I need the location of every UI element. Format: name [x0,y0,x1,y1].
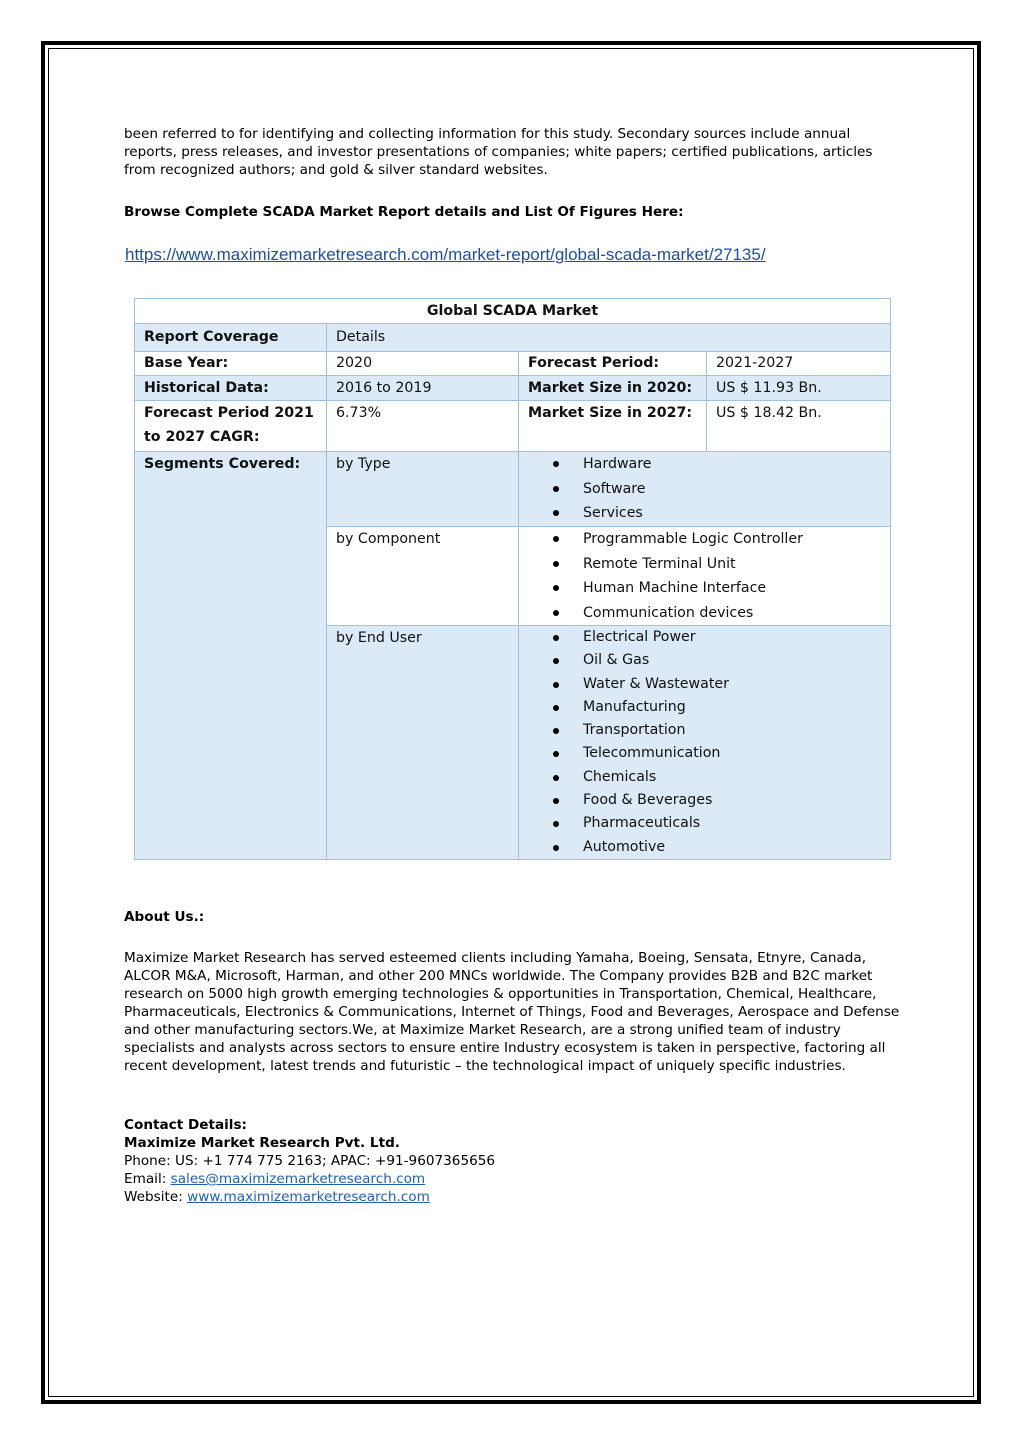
email-link[interactable]: sales@maximizemarketresearch.com [170,1171,426,1187]
browse-heading: Browse Complete SCADA Market Report details and List Of Figures Here: [124,204,684,220]
historical-value: 2016 to 2019 [327,376,519,401]
list-item: Human Machine Interface [528,576,881,601]
segment-items [519,452,891,527]
cagr-value: 6.73% [327,401,519,452]
table-title: Global SCADA Market [135,299,891,324]
report-table [134,298,891,860]
forecast-period-value: 2021-2027 [707,352,891,376]
segment-items [519,626,891,860]
list-item: Pharmaceuticals [528,812,881,835]
details-label: Details [327,324,891,352]
about-paragraph: Maximize Market Research has served esteemed clients including Yamaha, Boeing, Sensata, Etnyre, Canada, ALCOR M&A, Microsoft, Harman, and other 200 MNCs worldwide. The Company provides B2B and B2C market research on 5000 high growth emerging technologies & opportunities in Transportation, Chemical, Healthcare, Pharmaceuticals, Electronics & Communications, Internet of Things, Food and Beverages, Aerospace and Defense and other manufacturing sectors.We, at Maximize Market Research, are a strong unified team of industry specialists and analysts across sectors to ensure entire Industry ecosystem is taken in perspective, factoring all recent development, latest trends and futuristic – the technological impact of uniquely specific industries. [124,950,900,1074]
segment-name: by End User [327,626,519,860]
segment-name: by Type [327,452,519,527]
list-item: Food & Beverages [528,789,881,812]
list-item: Services [528,501,881,526]
segment-name: by Component [327,527,519,626]
base-year-value: 2020 [327,352,519,376]
list-item: Remote Terminal Unit [528,552,881,577]
list-item: Hardware [528,452,881,477]
list-item: Communication devices [528,601,881,626]
base-year-label: Base Year: [135,352,327,376]
about-heading: About Us.: [124,909,205,925]
intro-paragraph: been referred to for identifying and collecting information for this study. Secondary sources include annual reports, press releases, and investor presentations of companies; white papers; certified publications, articles from recognized authors; and gold & silver standard websites. [124,126,873,178]
website-link[interactable]: www.maximizemarketresearch.com [187,1189,430,1205]
website-line [124,1188,904,1206]
forecast-period-label: Forecast Period: [519,352,707,376]
report-link[interactable]: https://www.maximizemarketresearch.com/market-report/global-scada-market/27135/ [125,245,766,264]
list-item: Transportation [528,719,881,742]
list-item: Manufacturing [528,696,881,719]
segments-label: Segments Covered: [135,452,327,860]
website-label: Website: [124,1189,188,1205]
cagr-label: Forecast Period 2021 to 2027 CAGR: [135,401,327,452]
company-name: Maximize Market Research Pvt. Ltd. [124,1135,400,1151]
size-2027-value: US $ 18.42 Bn. [707,401,891,452]
list-item: Water & Wastewater [528,673,881,696]
historical-label: Historical Data: [135,376,327,401]
list-item: Chemicals [528,766,881,789]
list-item: Programmable Logic Controller [528,527,881,552]
list-item: Telecommunication [528,742,881,765]
email-label: Email: [124,1171,171,1187]
phone-line: Phone: US: +1 774 775 2163; APAC: +91-9607365656 [124,1153,496,1169]
segment-items [519,527,891,626]
size-2020-value: US $ 11.93 Bn. [707,376,891,401]
list-item: Electrical Power [528,626,881,649]
list-item: Automotive [528,836,881,859]
email-line [124,1170,904,1188]
size-2027-label: Market Size in 2027: [519,401,707,452]
coverage-label: Report Coverage [135,324,327,352]
list-item: Software [528,477,881,502]
contact-heading: Contact Details: [124,1117,247,1133]
size-2020-label: Market Size in 2020: [519,376,707,401]
contact-block [124,1116,904,1206]
list-item: Oil & Gas [528,649,881,672]
